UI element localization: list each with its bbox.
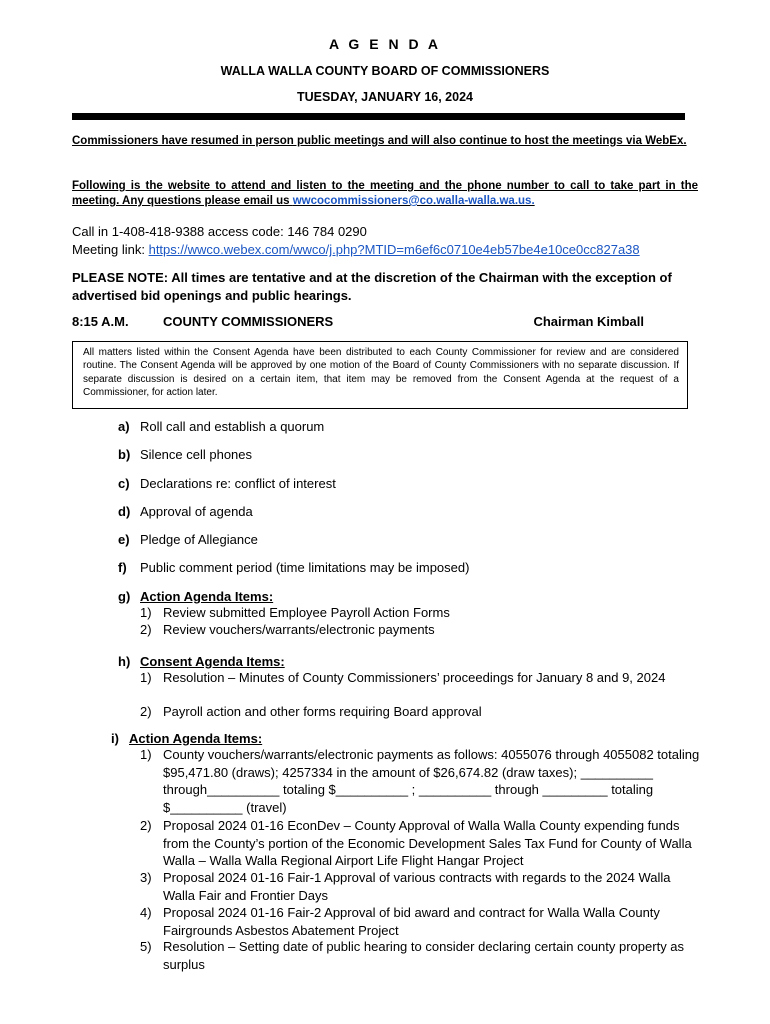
section-label: i) — [111, 731, 119, 746]
sub-text: Proposal 2024 01-16 Fair-1 Approval of various contracts with regards to the 2024 Walla Walla Fair and Frontier Days — [163, 870, 671, 903]
sub-number: 2) — [140, 622, 152, 637]
item-label: f) — [118, 560, 127, 575]
section-label: h) — [118, 654, 131, 669]
meeting-link[interactable]: https://wwco.webex.com/wwco/j.php?MTID=m6ef6c0710e4eb57be4e10ce0cc827a38 — [148, 242, 640, 257]
section-heading: Action Agenda Items: — [129, 731, 263, 746]
sub-text: Proposal 2024 01-16 Fair-2 Approval of bid award and contract for Walla Walla County Fairgrounds Asbestos Abatement Project — [163, 905, 660, 938]
session-chair: Chairman Kimball — [533, 314, 644, 329]
header-divider — [72, 113, 685, 120]
item-text: Approval of agenda — [140, 504, 253, 519]
sub-text: Resolution – Minutes of County Commissioners’ proceedings for January 8 and 9, 2024 — [163, 670, 666, 685]
item-text: Public comment period (time limitations may be imposed) — [140, 560, 470, 575]
sub-number: 2) — [140, 818, 152, 833]
consent-agenda-box: All matters listed within the Consent Agenda have been distributed to each County Commissioner for review and are considered routine. The Consent Agenda will be approved by one motion of the Board of County Commissioners with no separate discussion. If separate discussion is desired on a certain item, that item may be removed from the Consent Agenda at the request of a Commissioner, for action later. — [72, 341, 688, 409]
notice-resumed: Commissioners have resumed in person public meetings and will also continue to host the meetings via WebEx. — [72, 135, 687, 147]
sub-text: Resolution – Setting date of public hearing to consider declaring certain county property as surplus — [163, 939, 685, 972]
item-label: d) — [118, 504, 131, 519]
item-text: Declarations re: conflict of interest — [140, 476, 336, 491]
sub-number: 4) — [140, 905, 152, 920]
sub-text: Review vouchers/warrants/electronic payments — [163, 622, 435, 637]
email-link[interactable]: wwcocommissioners@co.walla-walla.wa.us. — [292, 195, 535, 207]
item-text: Pledge of Allegiance — [140, 532, 258, 547]
item-label: a) — [118, 419, 130, 434]
session-time: 8:15 A.M. — [72, 314, 129, 329]
sub-text: Proposal 2024 01-16 EconDev – County Approval of Walla Walla County expending funds from the County’s portion of the Economic Development Sales Tax Fund for County of Walla Walla – Walla Walla Regional Airport Life Flight Hangar Project — [163, 818, 692, 868]
meeting-link-line — [72, 241, 640, 259]
item-text: Silence cell phones — [140, 447, 253, 462]
section-label: g) — [118, 589, 131, 604]
meeting-date: TUESDAY, JANUARY 16, 2024 — [296, 90, 473, 104]
sub-text: County vouchers/warrants/electronic payments as follows: 4055076 through 4055082 totaling $95,471.80 (draws); 4257334 in the amount of $26,674.82 (draw taxes); __________ through__________ totaling $__________ ; __________ through _________ totaling $__________ (travel) — [163, 747, 700, 815]
sub-number: 2) — [140, 704, 152, 719]
sub-number: 3) — [140, 870, 152, 885]
please-note: PLEASE NOTE: All times are tentative and at the discretion of the Chairman with the exception of advertised bid openings and public hearings. — [72, 270, 672, 303]
session-department: COUNTY COMMISSIONERS — [163, 314, 334, 329]
sub-number: 1) — [140, 605, 152, 620]
item-label: e) — [118, 532, 130, 547]
board-name: WALLA WALLA COUNTY BOARD OF COMMISSIONERS — [220, 64, 550, 78]
item-text: Roll call and establish a quorum — [140, 419, 325, 434]
sub-text: Review submitted Employee Payroll Action Forms — [163, 605, 450, 620]
page-title: A G E N D A — [328, 36, 442, 52]
section-heading: Consent Agenda Items: — [140, 654, 285, 669]
sub-number: 5) — [140, 939, 152, 954]
sub-number: 1) — [140, 670, 152, 685]
sub-text: Payroll action and other forms requiring Board approval — [163, 704, 482, 719]
meeting-link-label: Meeting link: — [72, 242, 149, 257]
item-label: b) — [118, 447, 131, 462]
call-info — [72, 223, 640, 259]
notice-website-text: Following is the website to attend and listen to the meeting and the phone number to call to take part in the meeting. Any questions please email us — [72, 180, 698, 207]
sub-number: 1) — [140, 747, 152, 762]
call-in-line: Call in 1-408-418-9388 access code: 146 784 0290 — [72, 224, 367, 239]
item-label: c) — [118, 476, 130, 491]
notice-website — [72, 179, 698, 209]
section-heading: Action Agenda Items: — [140, 589, 274, 604]
